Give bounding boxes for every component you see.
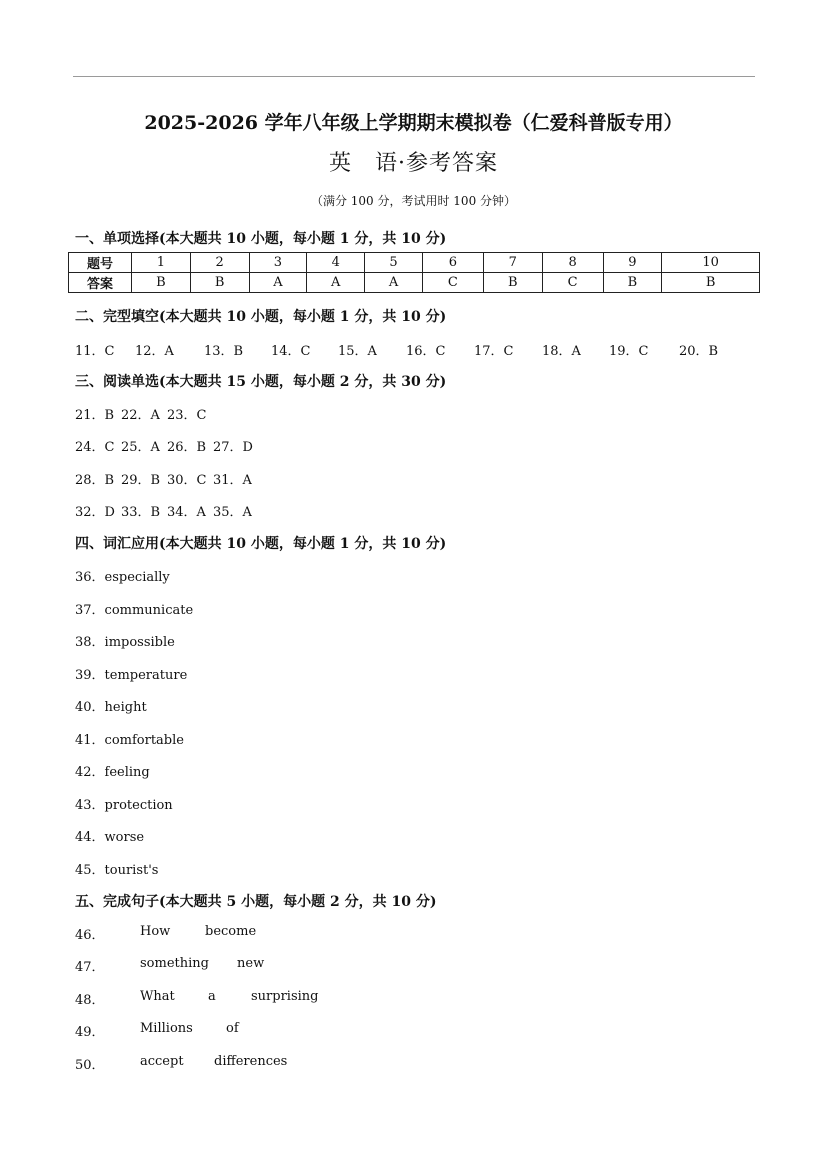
- page-subtitle: 英 语·参考答案: [329, 151, 498, 176]
- sentence-word: something: [140, 956, 209, 971]
- cloze-answer: 12．A: [135, 344, 174, 359]
- vocab-answer: 41．comfortable: [75, 733, 184, 748]
- reading-answer: 21．B: [75, 408, 115, 423]
- table-cell-number: 9: [603, 253, 662, 273]
- reading-answer: 23．C: [167, 408, 207, 423]
- table-cell-number: 8: [542, 253, 603, 273]
- top-divider: [73, 76, 755, 77]
- cloze-answers-line: [75, 340, 718, 359]
- cloze-answer: 19．C: [609, 344, 649, 359]
- sentence-number: 48．: [75, 993, 105, 1008]
- section-heading-vocabulary: 四、词汇应用(本大题共 10 小题，每小题 1 分，共 10 分): [75, 536, 447, 552]
- sentence-word: become: [205, 924, 257, 939]
- table-cell-number: 3: [249, 253, 307, 273]
- vocab-answer: 45．tourist's: [75, 863, 159, 878]
- cloze-answer: 18．A: [542, 344, 581, 359]
- table-cell-answer: A: [307, 273, 365, 293]
- table-cell-answer: B: [483, 273, 542, 293]
- vocab-answer: 42．feeling: [75, 765, 150, 780]
- table-header-number: 题号: [69, 253, 132, 273]
- cloze-answer: 13．B: [204, 344, 244, 359]
- reading-answer: 29．B: [121, 473, 161, 488]
- table-cell-number: 10: [662, 253, 760, 273]
- reading-answer: 24．C: [75, 440, 115, 455]
- reading-answers-line: [75, 436, 253, 455]
- reading-answer: 26．B: [167, 440, 207, 455]
- reading-answer: 25．A: [121, 440, 160, 455]
- reading-answer: 33．B: [121, 505, 161, 520]
- section-heading-cloze: 二、完型填空(本大题共 10 小题，每小题 1 分，共 10 分): [75, 309, 447, 325]
- sentence-word: of: [226, 1021, 239, 1036]
- table-cell-number: 5: [365, 253, 423, 273]
- reading-answer: 32．D: [75, 505, 115, 520]
- reading-answer: 28．B: [75, 473, 115, 488]
- cloze-answer: 20．B: [679, 344, 719, 359]
- sentence-word: new: [237, 956, 265, 971]
- cloze-answer: 11．C: [75, 344, 115, 359]
- section-heading-reading: 三、阅读单选(本大题共 15 小题，每小题 2 分，共 30 分): [75, 374, 447, 390]
- reading-answer: 27．D: [213, 440, 253, 455]
- table-cell-number: 1: [132, 253, 191, 273]
- table-header-answer: 答案: [69, 273, 132, 293]
- sentence-word: Millions: [140, 1021, 193, 1036]
- page-title: 2025-2026 学年八年级上学期期末模拟卷（仁爱科普版专用）: [144, 112, 683, 134]
- sentence-number: 47．: [75, 960, 105, 975]
- sentence-word: What: [140, 989, 175, 1004]
- sentence-word: a: [208, 989, 216, 1004]
- table-cell-answer: A: [365, 273, 423, 293]
- sentence-number: 46．: [75, 928, 105, 943]
- sentence-word: How: [140, 924, 171, 939]
- sentence-number: 50．: [75, 1058, 105, 1073]
- reading-answer: 30．C: [167, 473, 207, 488]
- sentence-word: accept: [140, 1054, 184, 1069]
- table-cell-number: 2: [190, 253, 249, 273]
- table-cell-answer: B: [603, 273, 662, 293]
- reading-answer: 35．A: [213, 505, 252, 520]
- vocab-answer: 37．communicate: [75, 603, 194, 618]
- reading-answers-line: [75, 469, 252, 488]
- exam-note: （满分 100 分，考试用时 100 分钟）: [310, 194, 517, 208]
- vocab-answer: 36．especially: [75, 570, 170, 585]
- table-row-answers: [69, 273, 760, 293]
- sentence-word: surprising: [251, 989, 319, 1004]
- table-cell-number: 7: [483, 253, 542, 273]
- table-row-numbers: [69, 253, 760, 273]
- reading-answers-line: [75, 404, 207, 423]
- table-cell-number: 6: [422, 253, 483, 273]
- vocab-answer: 44．worse: [75, 830, 145, 845]
- reading-answer: 31．A: [213, 473, 252, 488]
- vocab-answer: 43．protection: [75, 798, 173, 813]
- reading-answer: 34．A: [167, 505, 206, 520]
- vocab-answer: 39．temperature: [75, 668, 188, 683]
- table-cell-answer: C: [542, 273, 603, 293]
- table-cell-answer: A: [249, 273, 307, 293]
- vocab-answer: 38．impossible: [75, 635, 175, 650]
- sentence-word: differences: [214, 1054, 288, 1069]
- table-cell-answer: B: [132, 273, 191, 293]
- cloze-answer: 16．C: [406, 344, 446, 359]
- cloze-answer: 15．A: [338, 344, 377, 359]
- reading-answer: 22．A: [121, 408, 160, 423]
- table-cell-number: 4: [307, 253, 365, 273]
- vocab-answer: 40．height: [75, 700, 147, 715]
- cloze-answer: 14．C: [271, 344, 311, 359]
- single-choice-answer-table: [68, 252, 760, 293]
- cloze-answer: 17．C: [474, 344, 514, 359]
- reading-answers-line: [75, 501, 252, 520]
- section-heading-sentences: 五、完成句子(本大题共 5 小题，每小题 2 分，共 10 分): [75, 894, 437, 910]
- table-cell-answer: B: [662, 273, 760, 293]
- table-cell-answer: C: [422, 273, 483, 293]
- section-heading-single-choice: 一、单项选择(本大题共 10 小题，每小题 1 分，共 10 分): [75, 231, 447, 247]
- sentence-number: 49．: [75, 1025, 105, 1040]
- table-cell-answer: B: [190, 273, 249, 293]
